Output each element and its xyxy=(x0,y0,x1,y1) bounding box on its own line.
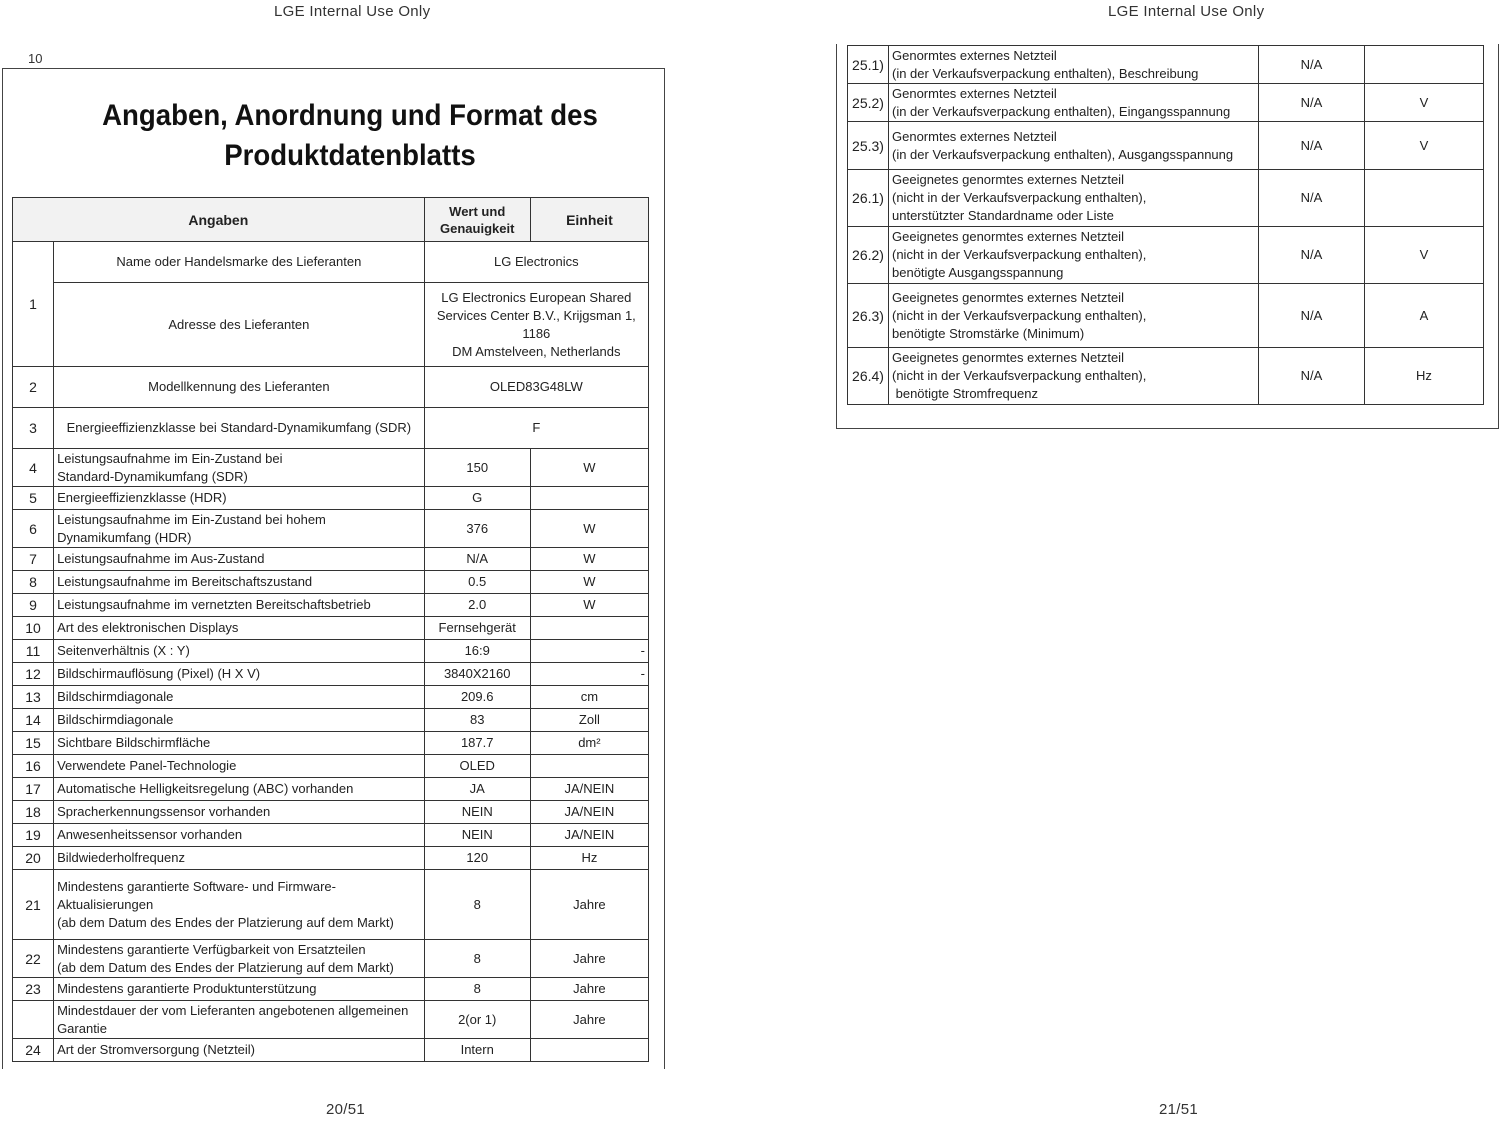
row-unit: V xyxy=(1365,84,1484,122)
address-line: DM Amstelveen, Netherlands xyxy=(452,343,621,359)
row-number: 13 xyxy=(13,686,54,709)
row-label-line: Anwesenheitssensor vorhanden xyxy=(57,827,243,842)
row-label-line: Spracherkennungssensor vorhanden xyxy=(57,804,271,819)
row-number: 25.3) xyxy=(848,122,889,170)
row-value: N/A xyxy=(1259,46,1365,84)
row-label-line: Genormtes externes Netzteil xyxy=(892,47,1057,63)
row-unit: cm xyxy=(530,686,648,709)
row-unit: dm² xyxy=(530,732,648,755)
page-footer-left: 20/51 xyxy=(326,1101,366,1118)
table-row xyxy=(13,510,649,548)
row-number: 17 xyxy=(13,778,54,801)
row-label-line: Seitenverhältnis (X : Y) xyxy=(57,643,190,658)
row-label: Adresse des Lieferanten xyxy=(54,283,425,367)
row-unit: JA/NEIN xyxy=(530,801,648,824)
row-number: 6 xyxy=(13,510,54,548)
row-value: 209.6 xyxy=(424,686,530,709)
page-title xyxy=(65,96,635,176)
row-value: G xyxy=(424,487,530,510)
row-label xyxy=(889,46,1259,84)
title-line-2: Produktdatenblatts xyxy=(224,139,476,172)
table-row xyxy=(13,242,649,283)
row-label xyxy=(54,1039,425,1062)
row-unit: - xyxy=(530,640,648,663)
table-row xyxy=(848,46,1484,84)
row-label xyxy=(54,663,425,686)
row-label-line: (nicht in der Verkaufsverpackung enthalten), xyxy=(892,368,1147,383)
header-angaben: Angaben xyxy=(13,198,425,242)
row-label: Energieeffizienzklasse bei Standard-Dynamikumfang (SDR) xyxy=(54,408,425,449)
row-label-line: Leistungsaufnahme im Aus-Zustand xyxy=(57,551,265,566)
table-row xyxy=(13,870,649,940)
table-row xyxy=(13,732,649,755)
row-unit: A xyxy=(1365,284,1484,348)
row-label-line: Mindestens garantierte Verfügbarkeit von Ersatzteilen xyxy=(57,941,366,957)
table-row xyxy=(13,1001,649,1039)
row-label-line: Energieeffizienzklasse (HDR) xyxy=(57,490,227,505)
table-row xyxy=(13,1039,649,1062)
row-label xyxy=(54,778,425,801)
row-value: 8 xyxy=(424,940,530,978)
row-value: N/A xyxy=(1259,122,1365,170)
row-label-line: (ab dem Datum des Endes der Platzierung auf dem Markt) xyxy=(57,914,394,930)
row-label-line: benötigte Ausgangsspannung xyxy=(892,265,1064,280)
row-label-line: (ab dem Datum des Endes der Platzierung auf dem Markt) xyxy=(57,959,394,975)
row-value: LG Electronics xyxy=(424,242,648,283)
row-number: 1 xyxy=(13,242,54,367)
row-label xyxy=(54,510,425,548)
row-unit: Hz xyxy=(530,847,648,870)
table-row xyxy=(13,548,649,571)
row-unit: Hz xyxy=(1365,348,1484,405)
row-number: 23 xyxy=(13,978,54,1001)
row-label xyxy=(54,847,425,870)
row-label-line: Genormtes externes Netzteil xyxy=(892,128,1057,144)
row-label-line: Art der Stromversorgung (Netzteil) xyxy=(57,1042,256,1057)
row-label: Name oder Handelsmarke des Lieferanten xyxy=(54,242,425,283)
row-label-line: Sichtbare Bildschirmfläche xyxy=(57,735,211,750)
row-number: 26.4) xyxy=(848,348,889,405)
table-row xyxy=(13,663,649,686)
row-value: N/A xyxy=(1259,348,1365,405)
row-label xyxy=(54,940,425,978)
row-number: 19 xyxy=(13,824,54,847)
page-footer-right: 21/51 xyxy=(1159,1101,1199,1118)
row-label xyxy=(54,686,425,709)
row-label-line: unterstützter Standardname oder Liste xyxy=(892,208,1114,223)
row-value: N/A xyxy=(1259,227,1365,284)
row-value: 150 xyxy=(424,449,530,487)
row-label-line: (in der Verkaufsverpackung enthalten), Ausgangsspannung xyxy=(892,146,1234,162)
row-label-line: Mindestens garantierte Software- und Firmware-Aktualisierungen xyxy=(57,878,336,912)
row-label-line: Automatische Helligkeitsregelung (ABC) vorhanden xyxy=(57,781,354,796)
row-label-line: Bildschirmdiagonale xyxy=(57,712,174,727)
row-value: 376 xyxy=(424,510,530,548)
row-label xyxy=(889,84,1259,122)
row-label-line: Leistungsaufnahme im Ein-Zustand bei xyxy=(57,450,283,466)
row-label xyxy=(54,1001,425,1039)
row-unit xyxy=(1365,170,1484,227)
row-number: 25.2) xyxy=(848,84,889,122)
row-label-line: Bildschirmdiagonale xyxy=(57,689,174,704)
header-einheit: Einheit xyxy=(530,198,648,242)
row-value: NEIN xyxy=(424,824,530,847)
table-row xyxy=(13,824,649,847)
table-row xyxy=(13,408,649,449)
page-header-right: LGE Internal Use Only xyxy=(1108,3,1265,20)
row-number: 9 xyxy=(13,594,54,617)
table-row xyxy=(848,284,1484,348)
row-value: 8 xyxy=(424,870,530,940)
row-label xyxy=(889,348,1259,405)
address-line: LG Electronics European Shared xyxy=(441,289,632,305)
row-label-line: Standard-Dynamikumfang (SDR) xyxy=(57,468,248,484)
table-row xyxy=(13,617,649,640)
row-number: 15 xyxy=(13,732,54,755)
corner-page-number: 10 xyxy=(28,51,43,66)
header-wert-line2: Genauigkeit xyxy=(440,220,515,236)
row-value: NEIN xyxy=(424,801,530,824)
row-value: Fernsehgerät xyxy=(424,617,530,640)
row-label-line: Leistungsaufnahme im Ein-Zustand bei hohem xyxy=(57,511,326,527)
row-value: 187.7 xyxy=(424,732,530,755)
row-label-line: Bildschirmauflösung (Pixel) (H X V) xyxy=(57,666,261,681)
row-label xyxy=(889,227,1259,284)
row-unit: V xyxy=(1365,227,1484,284)
row-number: 5 xyxy=(13,487,54,510)
table-row xyxy=(13,283,649,367)
row-label-line: Dynamikumfang (HDR) xyxy=(57,529,192,545)
row-unit: Jahre xyxy=(530,870,648,940)
row-value: Intern xyxy=(424,1039,530,1062)
table-row xyxy=(848,170,1484,227)
row-label-line: benötigte Stromfrequenz xyxy=(892,386,1038,401)
row-number: 26.3) xyxy=(848,284,889,348)
table-row xyxy=(13,755,649,778)
row-label xyxy=(889,170,1259,227)
row-value: 16:9 xyxy=(424,640,530,663)
table-row xyxy=(848,84,1484,122)
row-label xyxy=(54,732,425,755)
row-label-line: Art des elektronischen Displays xyxy=(57,620,239,635)
row-unit xyxy=(530,1039,648,1062)
product-data-table xyxy=(12,197,649,1062)
row-label xyxy=(54,449,425,487)
row-label xyxy=(54,824,425,847)
row-value: 8 xyxy=(424,978,530,1001)
row-unit xyxy=(530,617,648,640)
table-row xyxy=(13,594,649,617)
row-unit: W xyxy=(530,594,648,617)
row-label-line: Leistungsaufnahme im vernetzten Bereitschaftsbetrieb xyxy=(57,597,371,612)
table-row xyxy=(13,571,649,594)
row-label xyxy=(889,122,1259,170)
table-header-row xyxy=(13,198,649,242)
row-label xyxy=(54,801,425,824)
row-label-line: (in der Verkaufsverpackung enthalten), Eingangsspannung xyxy=(892,103,1231,119)
row-label-line: (nicht in der Verkaufsverpackung enthalten), xyxy=(892,190,1147,205)
row-unit: Jahre xyxy=(530,978,648,1001)
row-label xyxy=(54,571,425,594)
row-number: 26.1) xyxy=(848,170,889,227)
row-number: 14 xyxy=(13,709,54,732)
row-label-line: Geeignetes genormtes externes Netzteil xyxy=(892,350,1124,365)
row-label xyxy=(54,640,425,663)
row-unit xyxy=(1365,46,1484,84)
row-label-line: Verwendete Panel-Technologie xyxy=(57,758,237,773)
row-label xyxy=(54,548,425,571)
address-value xyxy=(424,283,648,367)
row-unit: W xyxy=(530,571,648,594)
header-wert xyxy=(424,198,530,242)
row-number: 25.1) xyxy=(848,46,889,84)
row-value: 120 xyxy=(424,847,530,870)
row-value: JA xyxy=(424,778,530,801)
table-row xyxy=(13,367,649,408)
row-number: 10 xyxy=(13,617,54,640)
title-line-1: Angaben, Anordnung und Format des xyxy=(102,99,598,132)
table-row xyxy=(13,778,649,801)
row-number: 8 xyxy=(13,571,54,594)
table-row xyxy=(13,847,649,870)
row-value: N/A xyxy=(1259,284,1365,348)
row-number: 22 xyxy=(13,940,54,978)
row-number: 2 xyxy=(13,367,54,408)
row-unit: Zoll xyxy=(530,709,648,732)
row-value: 83 xyxy=(424,709,530,732)
row-label-line: Geeignetes genormtes externes Netzteil xyxy=(892,229,1124,244)
row-number: 18 xyxy=(13,801,54,824)
row-unit: W xyxy=(530,449,648,487)
power-supply-table xyxy=(847,45,1484,405)
row-label-line: (nicht in der Verkaufsverpackung enthalten), xyxy=(892,247,1147,262)
row-number: 21 xyxy=(13,870,54,940)
row-value: 0.5 xyxy=(424,571,530,594)
row-unit xyxy=(530,755,648,778)
row-label-line: benötigte Stromstärke (Minimum) xyxy=(892,325,1085,341)
table-row xyxy=(13,940,649,978)
row-number: 11 xyxy=(13,640,54,663)
row-label xyxy=(54,594,425,617)
row-number: 4 xyxy=(13,449,54,487)
row-value: F xyxy=(424,408,648,449)
table-row xyxy=(13,640,649,663)
table-row xyxy=(13,686,649,709)
row-number: 24 xyxy=(13,1039,54,1062)
table-row xyxy=(13,487,649,510)
row-unit xyxy=(530,487,648,510)
row-unit: JA/NEIN xyxy=(530,778,648,801)
row-value: 3840X2160 xyxy=(424,663,530,686)
table-row xyxy=(848,227,1484,284)
row-number: 16 xyxy=(13,755,54,778)
row-label-line: Geeignetes genormtes externes Netzteil xyxy=(892,289,1124,305)
row-unit: Jahre xyxy=(530,940,648,978)
row-value: OLED xyxy=(424,755,530,778)
row-label-line: (nicht in der Verkaufsverpackung enthalten), xyxy=(892,307,1147,323)
page-header-left: LGE Internal Use Only xyxy=(274,3,431,20)
row-number: 20 xyxy=(13,847,54,870)
row-label-line: Garantie xyxy=(57,1020,107,1036)
row-label-line: Leistungsaufnahme im Bereitschaftszustand xyxy=(57,574,313,589)
table-row xyxy=(848,122,1484,170)
table-row xyxy=(13,978,649,1001)
row-value: 2(or 1) xyxy=(424,1001,530,1039)
header-wert-line1: Wert und xyxy=(449,203,506,219)
row-unit: Jahre xyxy=(530,1001,648,1039)
row-label-line: Mindestdauer der vom Lieferanten angebotenen allgemeinen xyxy=(57,1002,409,1018)
table-row xyxy=(13,709,649,732)
row-label-line: Bildwiederholfrequenz xyxy=(57,850,185,865)
row-label: Modellkennung des Lieferanten xyxy=(54,367,425,408)
address-line: Services Center B.V., Krijgsman 1, 1186 xyxy=(436,307,636,341)
row-number: 7 xyxy=(13,548,54,571)
row-unit: - xyxy=(530,663,648,686)
row-number xyxy=(13,1001,54,1039)
row-value: 2.0 xyxy=(424,594,530,617)
row-label xyxy=(54,487,425,510)
row-label xyxy=(889,284,1259,348)
row-label xyxy=(54,709,425,732)
row-unit: V xyxy=(1365,122,1484,170)
row-label-line: (in der Verkaufsverpackung enthalten), Beschreibung xyxy=(892,65,1199,81)
row-value: OLED83G48LW xyxy=(424,367,648,408)
row-label xyxy=(54,870,425,940)
row-unit: JA/NEIN xyxy=(530,824,648,847)
row-label xyxy=(54,755,425,778)
row-label-line: Geeignetes genormtes externes Netzteil xyxy=(892,172,1124,187)
row-unit: W xyxy=(530,510,648,548)
row-value: N/A xyxy=(424,548,530,571)
row-label xyxy=(54,617,425,640)
row-label xyxy=(54,978,425,1001)
row-number: 12 xyxy=(13,663,54,686)
table-row xyxy=(848,348,1484,405)
row-label-line: Genormtes externes Netzteil xyxy=(892,85,1057,101)
row-label-line: Mindestens garantierte Produktunterstützung xyxy=(57,981,317,996)
row-number: 3 xyxy=(13,408,54,449)
table-row xyxy=(13,449,649,487)
row-value: N/A xyxy=(1259,84,1365,122)
row-value: N/A xyxy=(1259,170,1365,227)
row-number: 26.2) xyxy=(848,227,889,284)
row-unit: W xyxy=(530,548,648,571)
table-row xyxy=(13,801,649,824)
